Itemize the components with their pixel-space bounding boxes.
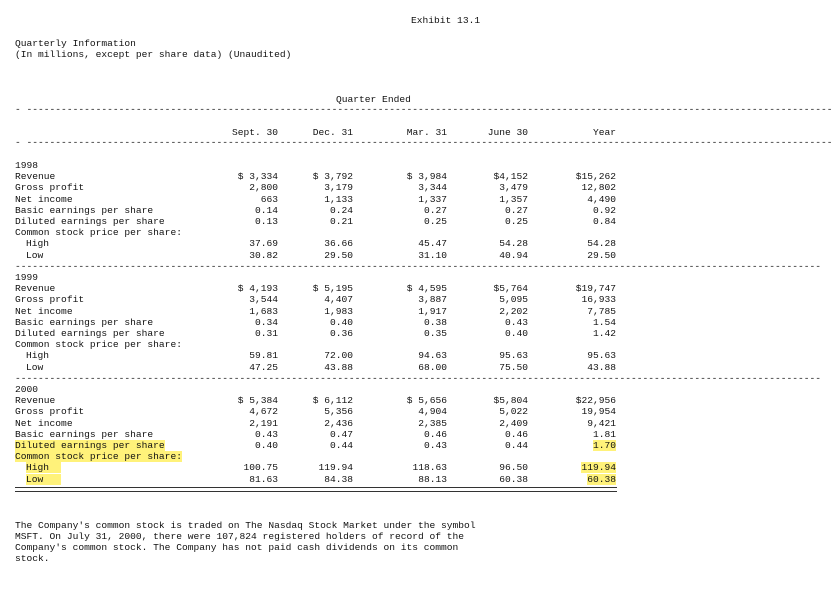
table-cell: 0.40 bbox=[504, 328, 528, 339]
table-cell: 0.44 bbox=[329, 440, 353, 451]
table-cell: 40.94 bbox=[499, 249, 528, 261]
table-cell: 1,917 bbox=[418, 305, 447, 317]
table-cell: 94.63 bbox=[418, 350, 447, 362]
table-cell: 4,904 bbox=[418, 406, 447, 418]
table-cell: 0.43 bbox=[254, 428, 278, 440]
table-cell: 60.38 bbox=[499, 473, 528, 485]
table-cell: 0.43 bbox=[504, 316, 528, 328]
table-cell: 1,357 bbox=[499, 193, 528, 205]
table-cell: 36.66 bbox=[324, 238, 353, 250]
table-cell: $5,764 bbox=[493, 283, 528, 295]
exhibit-label: Exhibit 13.1 bbox=[411, 15, 481, 26]
table-cell: 0.21 bbox=[329, 216, 353, 227]
table-cell: 47.25 bbox=[249, 361, 278, 373]
table-cell: 663 bbox=[260, 193, 278, 205]
table-cell: 119.94 bbox=[318, 462, 353, 474]
table-cell: $ 3,334 bbox=[237, 171, 278, 183]
row-label-diluted-eps: Diluted earnings per share bbox=[15, 328, 165, 339]
table-cell: 3,887 bbox=[418, 294, 447, 306]
table-cell: 96.50 bbox=[499, 462, 528, 474]
table-cell: 19,954 bbox=[581, 406, 616, 418]
page-title: Quarterly Information bbox=[15, 38, 136, 49]
table-cell: 43.88 bbox=[587, 361, 616, 373]
table-cell: 0.47 bbox=[329, 428, 353, 440]
row-label-low: Low bbox=[26, 361, 44, 373]
row-label-high: High bbox=[26, 238, 50, 250]
table-cell: 0.34 bbox=[254, 316, 278, 328]
row-label-revenue: Revenue bbox=[15, 283, 56, 295]
table-cell: $5,804 bbox=[493, 395, 528, 407]
dashed-divider: - -------------------------------------------------------------------------------------------------------------------------------------------- bbox=[15, 137, 833, 148]
table-cell: 0.24 bbox=[329, 204, 353, 216]
column-header: Dec. 31 bbox=[312, 127, 353, 138]
row-label-gross-profit: Gross profit bbox=[15, 294, 85, 306]
year-label: 1998 bbox=[15, 160, 39, 171]
table-cell: $ 4,193 bbox=[237, 283, 278, 295]
table-cell: 54.28 bbox=[499, 238, 528, 250]
table-cell: 43.88 bbox=[324, 361, 353, 373]
table-cell: 72.00 bbox=[324, 350, 353, 362]
table-cell: 0.44 bbox=[504, 440, 528, 451]
table-cell: 12,802 bbox=[581, 182, 616, 194]
row-label-gross-profit: Gross profit bbox=[15, 182, 85, 194]
table-cell: 2,202 bbox=[499, 305, 528, 317]
table-cell: 1,683 bbox=[249, 305, 278, 317]
table-cell: 0.13 bbox=[254, 216, 278, 227]
page-subtitle: (In millions, except per share data) (Unaudited) bbox=[15, 49, 292, 60]
table-cell: 0.36 bbox=[329, 328, 353, 339]
table-cell: 29.50 bbox=[324, 249, 353, 261]
table-cell: 45.47 bbox=[418, 238, 447, 250]
table-cell: 0.14 bbox=[254, 204, 278, 216]
table-cell: 2,436 bbox=[324, 417, 353, 429]
table-cell: 30.82 bbox=[249, 249, 278, 261]
row-label-basic-eps: Basic earnings per share bbox=[15, 316, 154, 328]
table-cell: 3,179 bbox=[324, 182, 353, 194]
table-cell: 3,479 bbox=[499, 182, 528, 194]
row-label-basic-eps: Basic earnings per share bbox=[15, 428, 154, 440]
table-cell: 1,133 bbox=[324, 193, 353, 205]
table-cell: 60.38 bbox=[587, 473, 616, 485]
table-cell: 75.50 bbox=[499, 361, 528, 373]
table-cell: 0.38 bbox=[423, 316, 447, 328]
table-cell: 7,785 bbox=[587, 305, 616, 317]
table-cell: $ 4,595 bbox=[406, 283, 447, 295]
dashed-divider: -------------------------------------------------------------------------------------------------------------------------------------------- bbox=[15, 372, 822, 384]
table-cell: 59.81 bbox=[249, 350, 278, 362]
table-cell: 0.31 bbox=[254, 328, 278, 339]
table-cell: 4,407 bbox=[324, 294, 353, 306]
table-cell: 0.40 bbox=[329, 316, 353, 328]
row-label-stock-price: Common stock price per share: bbox=[15, 451, 182, 463]
table-cell: $ 6,112 bbox=[312, 395, 353, 407]
table-cell: 1,983 bbox=[324, 305, 353, 317]
table-cell: 95.63 bbox=[499, 350, 528, 362]
table-cell: 2,409 bbox=[499, 417, 528, 429]
table-cell: 37.69 bbox=[249, 238, 278, 250]
table-cell: 0.43 bbox=[423, 440, 447, 451]
dashed-divider: -------------------------------------------------------------------------------------------------------------------------------------------- bbox=[15, 260, 822, 272]
table-cell: $22,956 bbox=[575, 395, 616, 407]
table-cell: 88.13 bbox=[418, 473, 447, 485]
row-label-revenue: Revenue bbox=[15, 395, 56, 407]
column-header: Sept. 30 bbox=[231, 127, 278, 138]
row-label-stock-price: Common stock price per share: bbox=[15, 227, 182, 239]
table-cell: 5,356 bbox=[324, 406, 353, 418]
row-label-stock-price: Common stock price per share: bbox=[15, 339, 182, 351]
row-label-low: Low bbox=[26, 249, 44, 261]
table-cell: 2,385 bbox=[418, 417, 447, 429]
table-cell: 54.28 bbox=[587, 238, 616, 250]
year-label: 1999 bbox=[15, 272, 39, 283]
column-header: June 30 bbox=[487, 127, 528, 138]
row-label-net-income: Net income bbox=[15, 417, 73, 429]
footnote-line: The Company's common stock is traded on The Nasdaq Stock Market under the symbol bbox=[15, 520, 476, 531]
table-cell: 100.75 bbox=[243, 462, 278, 474]
table-cell: 29.50 bbox=[587, 249, 616, 261]
table-cell: 0.27 bbox=[504, 204, 528, 216]
table-cell: 0.46 bbox=[423, 428, 447, 440]
table-cell: 119.94 bbox=[581, 462, 616, 474]
table-cell: 0.25 bbox=[504, 216, 528, 227]
table-cell: 1.70 bbox=[592, 440, 616, 451]
row-label-gross-profit: Gross profit bbox=[15, 406, 85, 418]
table-cell: 5,022 bbox=[499, 406, 528, 418]
table-cell: 0.40 bbox=[254, 440, 278, 451]
table-cell: $15,262 bbox=[575, 171, 616, 183]
table-cell: 68.00 bbox=[418, 361, 447, 373]
table-cell: $ 5,384 bbox=[237, 395, 278, 407]
table-cell: 95.63 bbox=[587, 350, 616, 362]
table-cell: 3,544 bbox=[249, 294, 278, 306]
table-cell: 118.63 bbox=[412, 462, 447, 474]
row-label-net-income: Net income bbox=[15, 305, 73, 317]
column-header: Year bbox=[592, 127, 616, 138]
table-cell: 5,095 bbox=[499, 294, 528, 306]
column-header: Mar. 31 bbox=[406, 127, 447, 138]
table-cell: 1.42 bbox=[592, 328, 616, 339]
table-cell: 0.35 bbox=[423, 328, 447, 339]
table-cell: $19,747 bbox=[575, 283, 616, 295]
table-cell: 1,337 bbox=[418, 193, 447, 205]
dashed-divider: - -------------------------------------------------------------------------------------------------------------------------------------------- bbox=[15, 104, 833, 115]
footnote-line: Company's common stock. The Company has not paid cash dividends on its common bbox=[15, 542, 459, 553]
row-label-low: Low bbox=[26, 474, 61, 485]
table-cell: 84.38 bbox=[324, 473, 353, 485]
table-cell: 1.54 bbox=[592, 316, 616, 328]
table-cell: 2,800 bbox=[249, 182, 278, 194]
row-label-basic-eps: Basic earnings per share bbox=[15, 204, 154, 216]
row-label-diluted-eps: Diluted earnings per share bbox=[15, 440, 165, 451]
double-divider bbox=[15, 487, 617, 492]
table-cell: 0.27 bbox=[423, 204, 447, 216]
row-label-revenue: Revenue bbox=[15, 171, 56, 183]
table-cell: $4,152 bbox=[493, 171, 528, 183]
table-cell: 0.25 bbox=[423, 216, 447, 227]
table-cell: 0.84 bbox=[592, 216, 616, 227]
table-cell: 31.10 bbox=[418, 249, 447, 261]
footnote-line: MSFT. On July 31, 2000, there were 107,824 registered holders of record of the bbox=[15, 531, 465, 542]
table-cell: $ 3,792 bbox=[312, 171, 353, 183]
table-cell: $ 3,984 bbox=[406, 171, 447, 183]
row-label-high: High bbox=[26, 350, 50, 362]
footnote-line: stock. bbox=[15, 553, 50, 564]
table-cell: 4,672 bbox=[249, 406, 278, 418]
row-label-diluted-eps: Diluted earnings per share bbox=[15, 216, 165, 227]
table-cell: $ 5,656 bbox=[406, 395, 447, 407]
row-label-net-income: Net income bbox=[15, 193, 73, 205]
table-cell: 1.81 bbox=[592, 428, 616, 440]
table-cell: 2,191 bbox=[249, 417, 278, 429]
table-cell: $ 5,195 bbox=[312, 283, 353, 295]
table-cell: 81.63 bbox=[249, 473, 278, 485]
year-label: 2000 bbox=[15, 384, 39, 395]
table-cell: 0.46 bbox=[504, 428, 528, 440]
quarter-ended-header: Quarter Ended bbox=[336, 94, 411, 105]
table-cell: 3,344 bbox=[418, 182, 447, 194]
table-cell: 9,421 bbox=[587, 417, 616, 429]
table-cell: 16,933 bbox=[581, 294, 616, 306]
table-cell: 4,490 bbox=[587, 193, 616, 205]
row-label-high: High bbox=[26, 462, 61, 473]
table-cell: 0.92 bbox=[592, 204, 616, 216]
